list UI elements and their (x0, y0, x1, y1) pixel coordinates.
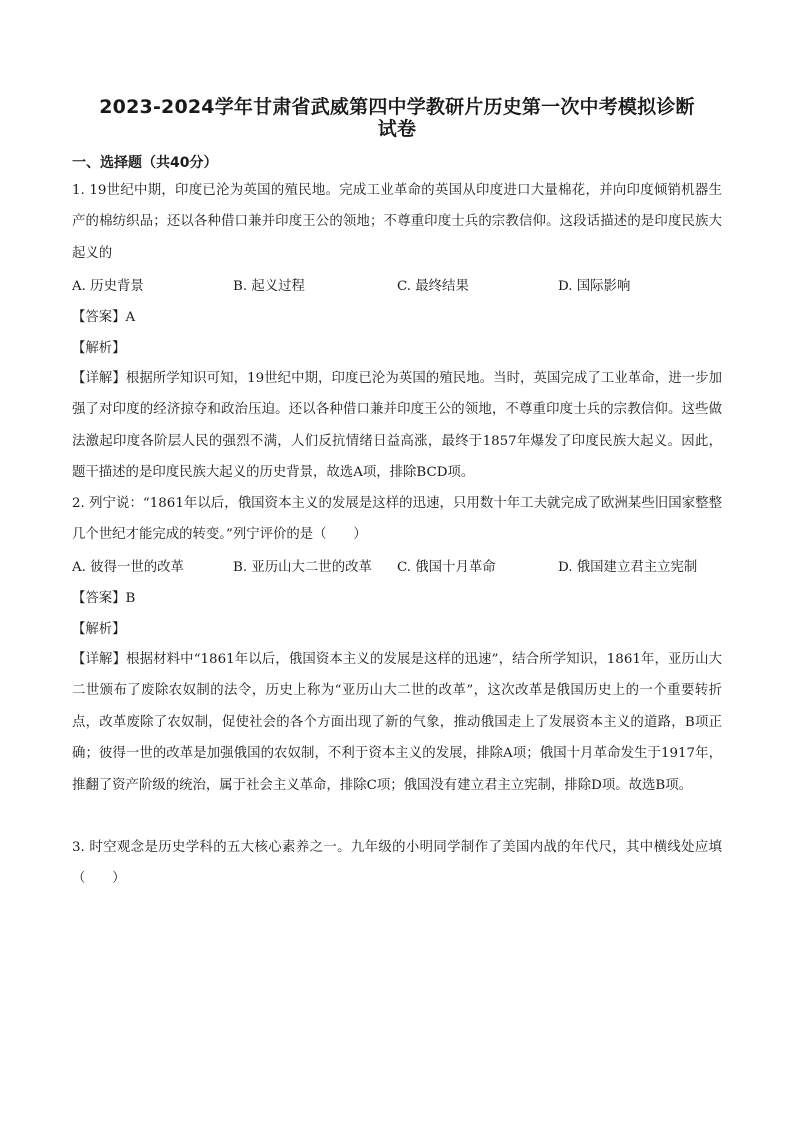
q2-detail: 【详解】根据材料中“1861年以后，俄国资本主义的发展是这样的迅速”，结合所学知识，1861年，亚历山大二世颁布了废除农奴制的法令，历史上称为“亚历山大二世的改革”，这次改革是俄国历史上的一个重要转折点，改革废除了农奴制，促使社会的各个方面出现了新的气象，推动俄国走上了发展资本主义的道路，B项正确；彼得一世的改革是加强俄国的农奴制，不利于资本主义的发展，排除A项；俄国十月革命发生于1917年，推翻了资产阶级的统治，属于社会主义革命，排除C项；俄国没有建立君主立宪制，排除D项。故选B项。 (72, 652, 722, 793)
question-3-stem: 3. 时空观念是历史学科的五大核心素养之一。九年级的小明同学制作了美国内战的年代尺，其中横线处应填（ ） (72, 840, 722, 887)
q1-detail: 【详解】根据所学知识可知，19世纪中期，印度已沦为英国的殖民地。当时，英国完成了工业革命，进一步加强了对印度的经济掠夺和政治压迫。还以各种借口兼并印度王公的领地，不尊重印度士兵的宗教信仰。这些做法激起印度各阶层人民的强烈不满，人们反抗情绪日益高涨，最终于1857年爆发了印度民族大起义。因此，题干描述的是印度民族大起义的历史背景，故选A项，排除BCD项。 (72, 371, 722, 481)
q1-option-a: A. 历史背景 (72, 279, 144, 294)
q1-analysis-label: 【解析】 (72, 341, 126, 356)
q2-option-a: A. 彼得一世的改革 (72, 560, 184, 575)
section-heading: 一、选择题（共40分） (72, 155, 218, 171)
question-1-stem: 1. 19世纪中期，印度已沦为英国的殖民地。完成工业革命的英国从印度进口大量棉花，并向印度倾销机器生产的棉纺织品；还以各种借口兼并印度王公的领地；不尊重印度士兵的宗教信仰。这段话描述的是印度民族大起义的 (72, 183, 722, 261)
q1-answer: 【答案】A (72, 310, 136, 325)
q1-option-d: D. 国际影响 (558, 279, 631, 294)
question-2-stem: 2. 列宁说：“1861年以后，俄国资本主义的发展是这样的迅速，只用数十年工夫就完成了欧洲某些旧国家整整几个世纪才能完成的转变。”列宁评价的是（ ） (72, 496, 722, 543)
q2-analysis-label: 【解析】 (72, 622, 126, 637)
q2-option-c: C. 俄国十月革命 (397, 560, 496, 575)
q1-option-c: C. 最终结果 (397, 279, 469, 294)
q2-answer: 【答案】B (72, 591, 136, 606)
q2-option-d: D. 俄国建立君主立宪制 (558, 560, 698, 575)
page-title-continued: 试卷 (377, 118, 417, 140)
q1-option-b: B. 起义过程 (233, 279, 305, 294)
page-title: 2023-2024学年甘肃省武威第四中学教研片历史第一次中考模拟诊断 (99, 96, 695, 118)
q2-option-b: B. 亚历山大二世的改革 (233, 560, 372, 575)
